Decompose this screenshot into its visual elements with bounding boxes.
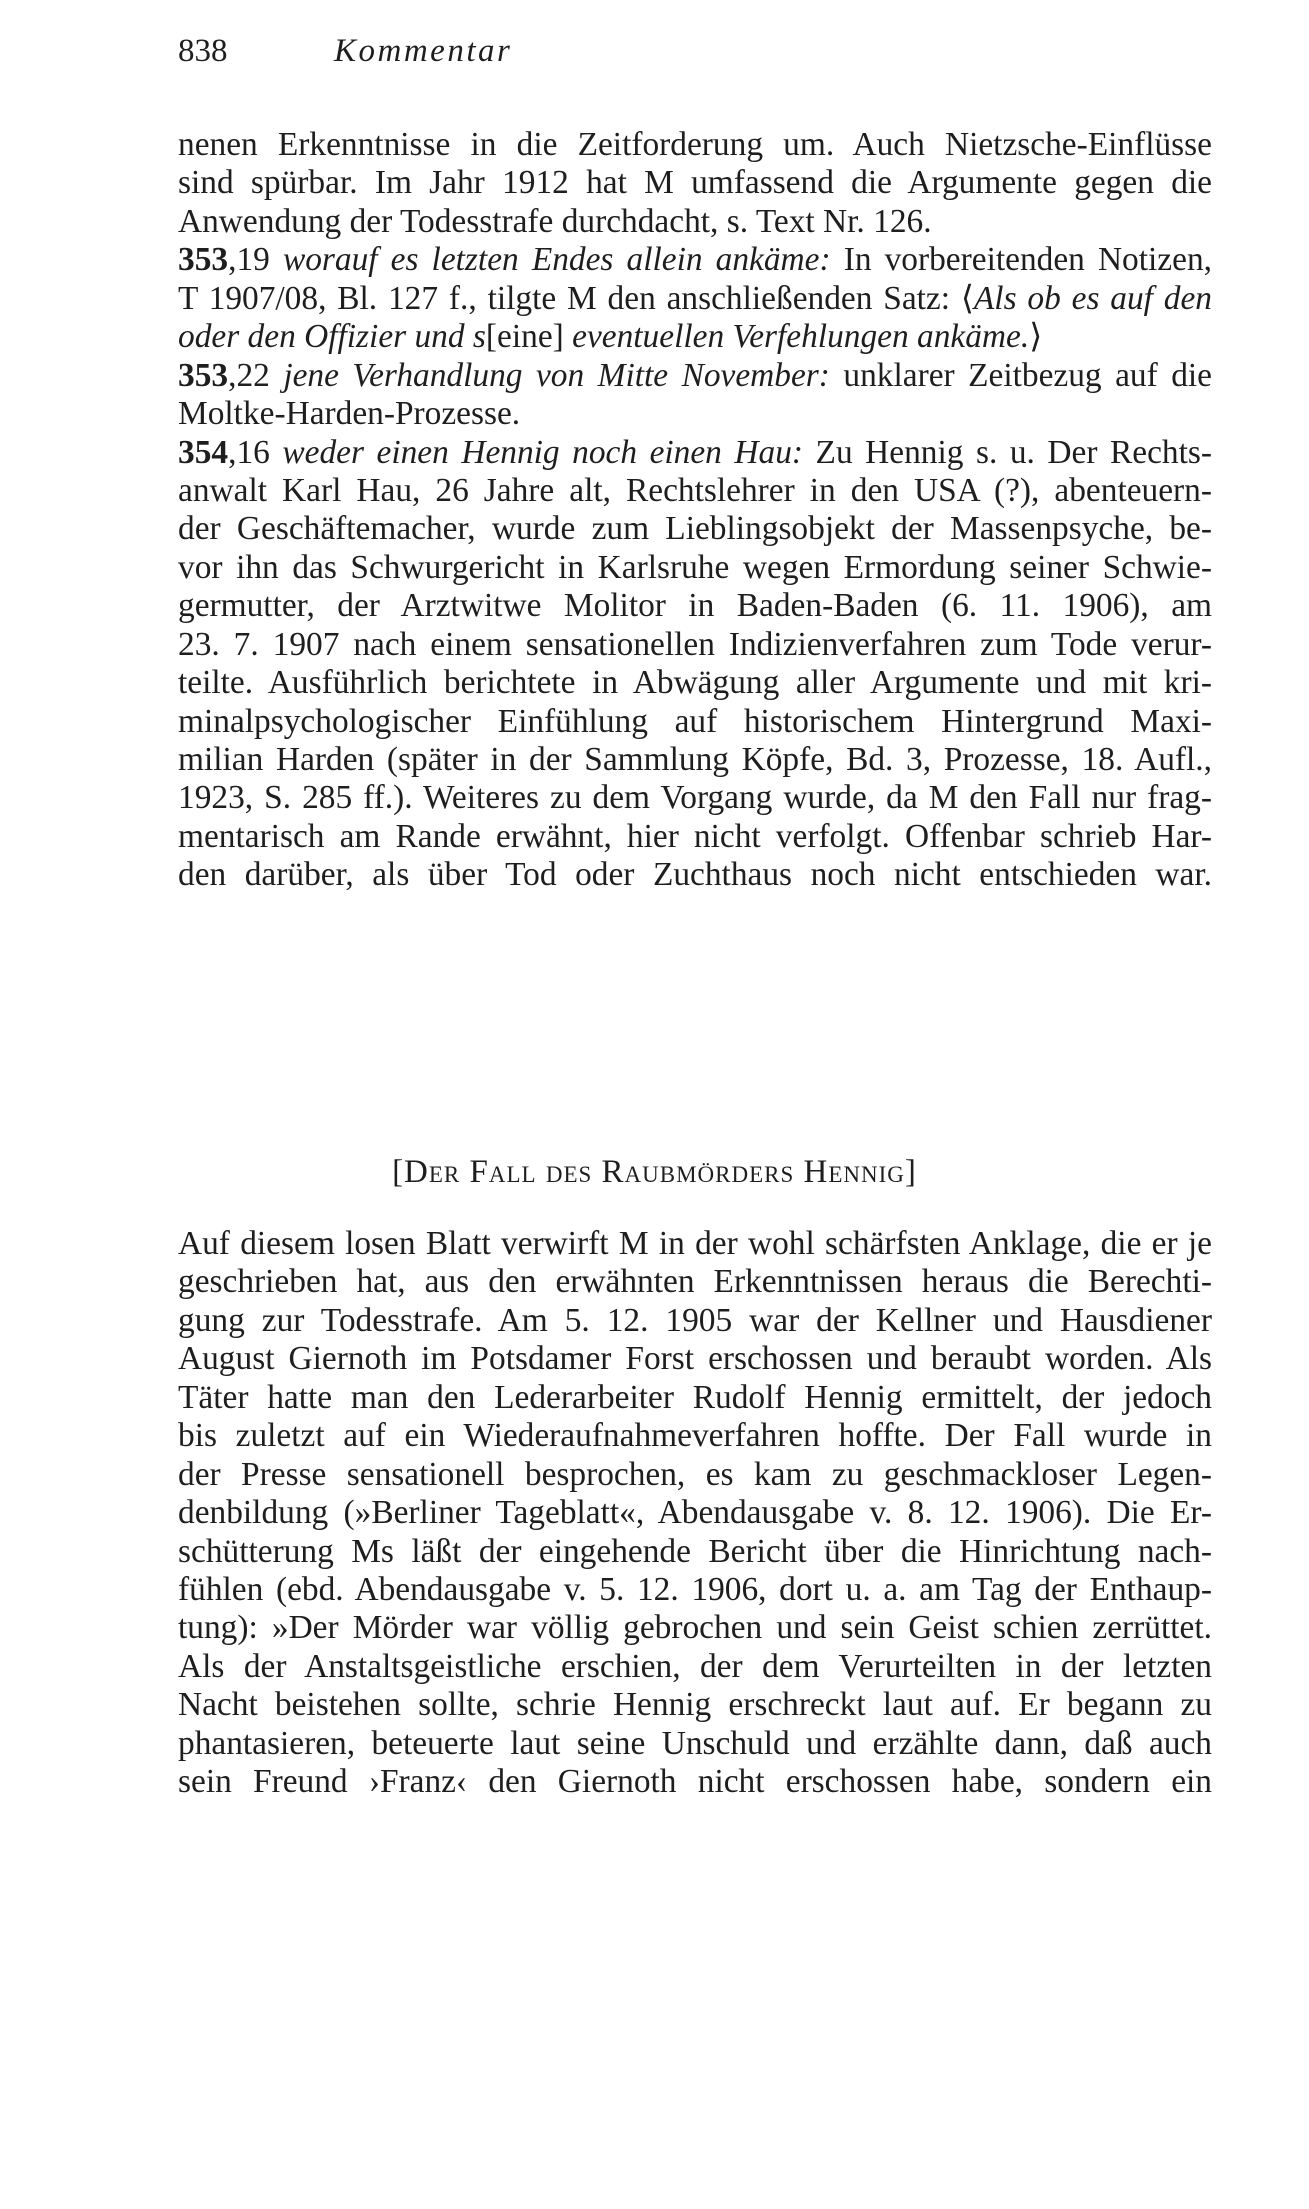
text-line: schütterung Ms läßt der eingehende Bericht über die Hinrichtung nach- xyxy=(178,1532,1212,1570)
text-line: den darüber, als über Tod oder Zuchthaus noch nicht entschieden war. xyxy=(178,856,1212,894)
text-line: teilte. Ausführlich berichtete in Abwägung aller Argumente und mit kri- xyxy=(178,664,1212,702)
text-line: der Presse sensationell besprochen, es kam zu geschmackloser Legen- xyxy=(178,1455,1212,1493)
entry-line-ref: ,22 xyxy=(228,356,270,394)
text-line: Anwendung der Todesstrafe durchdacht, s. Text Nr. 126. xyxy=(178,202,932,240)
text-line: sind spürbar. Im Jahr 1912 hat M umfassend die Argumente gegen die xyxy=(178,164,1212,202)
text-line: 23. 7. 1907 nach einem sensationellen Indizienverfahren zum Tode verur- xyxy=(178,625,1212,663)
text-line: Täter hatte man den Lederarbeiter Rudolf Hennig ermittelt, der jedoch xyxy=(178,1378,1212,1416)
commentary-block xyxy=(178,126,1212,895)
text-line: der Geschäftemacher, wurde zum Lieblingsobjekt der Massenpsyche, be- xyxy=(178,510,1212,548)
text-line: anwalt Karl Hau, 26 Jahre alt, Rechtslehrer in den USA (?), abenteuern- xyxy=(178,471,1212,509)
angle-bracket-close: ⟩ xyxy=(1029,318,1043,356)
commentary-entry-353-22 xyxy=(178,357,1212,395)
text-line: denbildung (»Berliner Tageblatt«, Abendausgabe v. 8. 12. 1906). Die Er- xyxy=(178,1494,1212,1532)
text-line: 1923, S. 285 ff.). Weiteres zu dem Vorgang wurde, da M den Fall nur frag- xyxy=(178,779,1212,817)
text-line: Moltke-Harden-Prozesse. xyxy=(178,395,521,433)
text-line: germutter, der Arztwitwe Molitor in Baden-Baden (6. 11. 1906), am xyxy=(178,587,1212,625)
commentary-entry-353-19 xyxy=(178,241,1212,279)
entry-lemma: weder einen Hennig noch einen Hau: xyxy=(282,433,804,471)
text-line: fühlen (ebd. Abendausgabe v. 5. 12. 1906, dort u. a. am Tag der Enthaup- xyxy=(178,1570,1212,1608)
entry-line-ref: ,16 xyxy=(228,433,270,471)
entry-text: unklarer Zeitbezug auf die xyxy=(829,356,1212,394)
text-line: bis zuletzt auf ein Wiederaufnahmeverfahren hoffte. Der Fall wurde in xyxy=(178,1417,1212,1455)
entry-text: T 1907/08, Bl. 127 f., tilgte M den anschließenden Satz: ⟨ xyxy=(178,279,974,317)
entry-page-ref: 353 xyxy=(178,241,229,279)
entry-lemma: worauf es letzten Endes allein ankäme: xyxy=(282,241,831,279)
entry-page-ref: 353 xyxy=(178,356,229,394)
page-header xyxy=(178,26,512,76)
text-line: milian Harden (später in der Sammlung Köpfe, Bd. 3, Prozesse, 18. Aufl., xyxy=(178,741,1212,778)
text-line: sein Freund ›Franz‹ den Giernoth nicht erschossen habe, sondern ein xyxy=(178,1763,1212,1801)
text-line: tung): »Der Mörder war völlig gebrochen und sein Geist schien zerrüttet. xyxy=(178,1609,1212,1647)
text-line: phantasieren, beteuerte laut seine Unschuld und erzählte dann, daß auch xyxy=(178,1724,1212,1762)
text-line: Auf diesem losen Blatt verwirft M in der wohl schärfsten Anklage, die er je xyxy=(178,1225,1212,1262)
entry-text: In vorbereitenden Notizen, xyxy=(830,241,1212,279)
entry-text: Zu Hennig s. u. Der Rechts- xyxy=(803,433,1212,471)
page-number: 838 xyxy=(178,33,228,69)
editorial-bracket: [eine] xyxy=(485,318,564,356)
entry-page-ref: 354 xyxy=(178,433,229,471)
text-line: mentarisch am Rande erwähnt, hier nicht verfolgt. Offenbar schrieb Har- xyxy=(178,817,1212,855)
text-line: nenen Erkenntnisse in die Zeitforderung um. Auch Nietzsche-Einflüsse xyxy=(178,126,1212,163)
text-line: August Giernoth im Potsdamer Forst erschossen und beraubt worden. Als xyxy=(178,1340,1212,1378)
text-line: Als der Anstaltsgeistliche erschien, der dem Verurteilten in der letzten xyxy=(178,1647,1212,1685)
text-line xyxy=(178,318,1212,356)
section-body xyxy=(178,1225,1212,1802)
text-line xyxy=(178,280,1212,318)
text-line: vor ihn das Schwurgericht in Karlsruhe wegen Ermordung seiner Schwie- xyxy=(178,548,1212,586)
deleted-sentence: oder den Offizier und s xyxy=(178,318,486,356)
commentary-entry-354-16 xyxy=(178,434,1212,472)
running-head: Kommentar xyxy=(334,33,513,69)
entry-line-ref: ,19 xyxy=(228,241,270,279)
section-heading: [Der Fall des Raubmörders Hennig] xyxy=(392,1154,917,1190)
text-line: minalpsychologischer Einfühlung auf historischem Hintergrund Maxi- xyxy=(178,702,1212,740)
text-line: gung zur Todesstrafe. Am 5. 12. 1905 war der Kellner und Hausdiener xyxy=(178,1301,1212,1339)
text-line: Nacht beistehen sollte, schrie Hennig erschreckt laut auf. Er begann zu xyxy=(178,1686,1212,1724)
deleted-sentence: eventuellen Verfehlungen ankäme. xyxy=(563,318,1030,356)
entry-lemma: jene Verhandlung von Mitte November: xyxy=(283,356,830,394)
text-line: geschrieben hat, aus den erwähnten Erkenntnissen heraus die Berechti- xyxy=(178,1263,1212,1301)
deleted-sentence: Als ob es auf den xyxy=(973,279,1212,317)
